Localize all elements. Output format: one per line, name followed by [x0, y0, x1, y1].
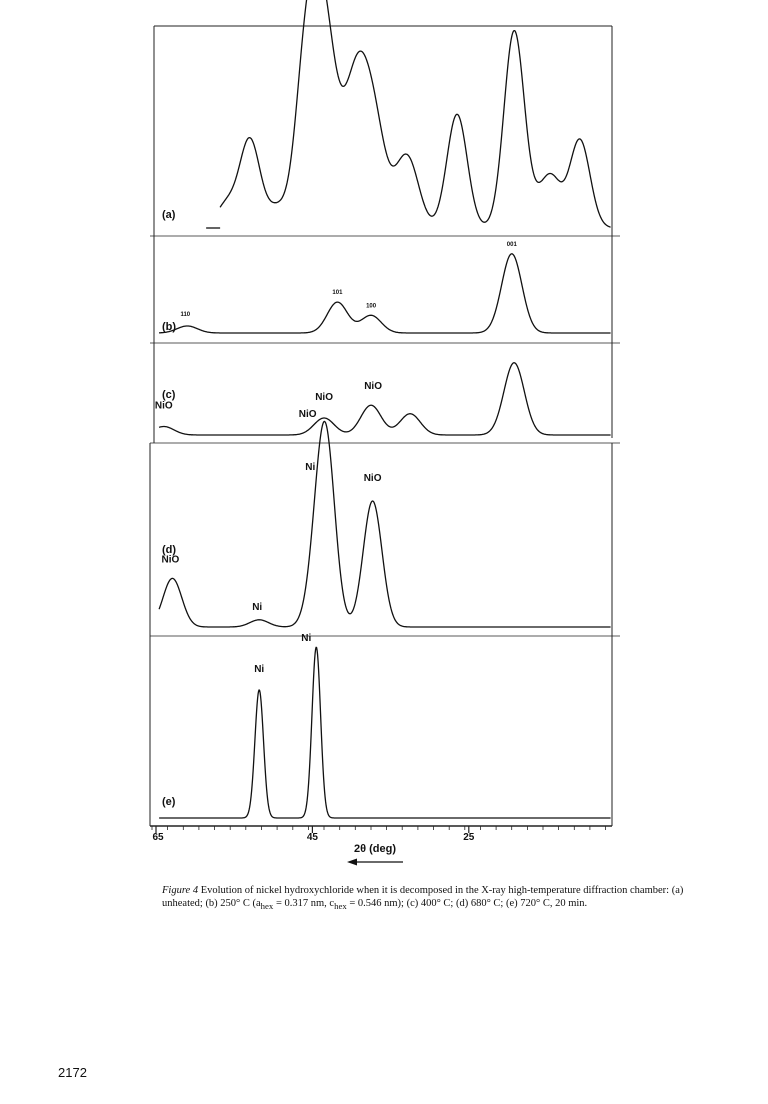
peak-label-4-5: NiO — [363, 473, 382, 484]
peak-label-5-2: Ni — [301, 633, 312, 645]
peak-label-2-4: 001 — [506, 241, 517, 248]
peak-label-3-2: NiO — [315, 392, 333, 403]
diffraction-curves — [159, 0, 610, 818]
x-axis-title: 2θ (deg) — [353, 843, 397, 855]
caption-text-3: = 0.546 nm); (c) 400° C; (d) 680° C; (e) 720° C, 20 min. — [346, 898, 588, 909]
peak-label-4-1: NiO — [161, 554, 180, 566]
diffraction-curve-3 — [159, 363, 610, 435]
peak-label-4-4: NiO — [298, 409, 317, 420]
peak-label-5-1: Ni — [254, 663, 265, 675]
caption-figure-label: Figure 4 — [162, 885, 199, 896]
panel-label-5: (e) — [162, 796, 176, 808]
diffraction-curve-1 — [220, 0, 610, 227]
caption-text: Evolution of nickel hydroxychloride when it is decomposed in the X-ray high-temperature diffraction chamber: (a) unheated; (b) 250° C (a — [162, 885, 684, 909]
caption-a-subscript: hex — [260, 901, 274, 912]
panel-label-3: (c) — [162, 389, 176, 401]
panel-label-1: (a) — [162, 209, 176, 221]
diffraction-curve-2 — [159, 254, 610, 333]
peak-annotations — [155, 242, 518, 675]
panel-labels — [162, 209, 176, 808]
panel-label-4: (d) — [162, 544, 177, 556]
x-axis-tick-label: 65 — [152, 832, 164, 843]
caption-text-2: = 0.317 nm, c — [273, 898, 335, 909]
x-axis — [152, 826, 606, 866]
peak-label-2-3: 100 — [366, 303, 377, 310]
peak-label-4-3: Ni — [305, 462, 316, 474]
caption-c-subscript: hex — [334, 901, 347, 912]
peak-label-3-1: NiO — [154, 400, 173, 412]
diffraction-curve-4 — [159, 421, 610, 627]
figure-caption — [162, 884, 722, 913]
peak-label-2-1: 110 — [180, 312, 191, 318]
peak-label-3-3: NiO — [364, 381, 382, 393]
page-number: 2172 — [58, 1065, 87, 1080]
diffraction-curve-5 — [159, 647, 610, 818]
peak-label-4-2: Ni — [252, 601, 263, 613]
x-axis-tick-label: 25 — [463, 832, 475, 843]
peak-label-2-2: 101 — [332, 290, 343, 297]
panel-label-2: (b) — [162, 321, 177, 333]
x-axis-tick-label: 45 — [306, 832, 318, 843]
arrow-head-icon — [347, 859, 357, 866]
